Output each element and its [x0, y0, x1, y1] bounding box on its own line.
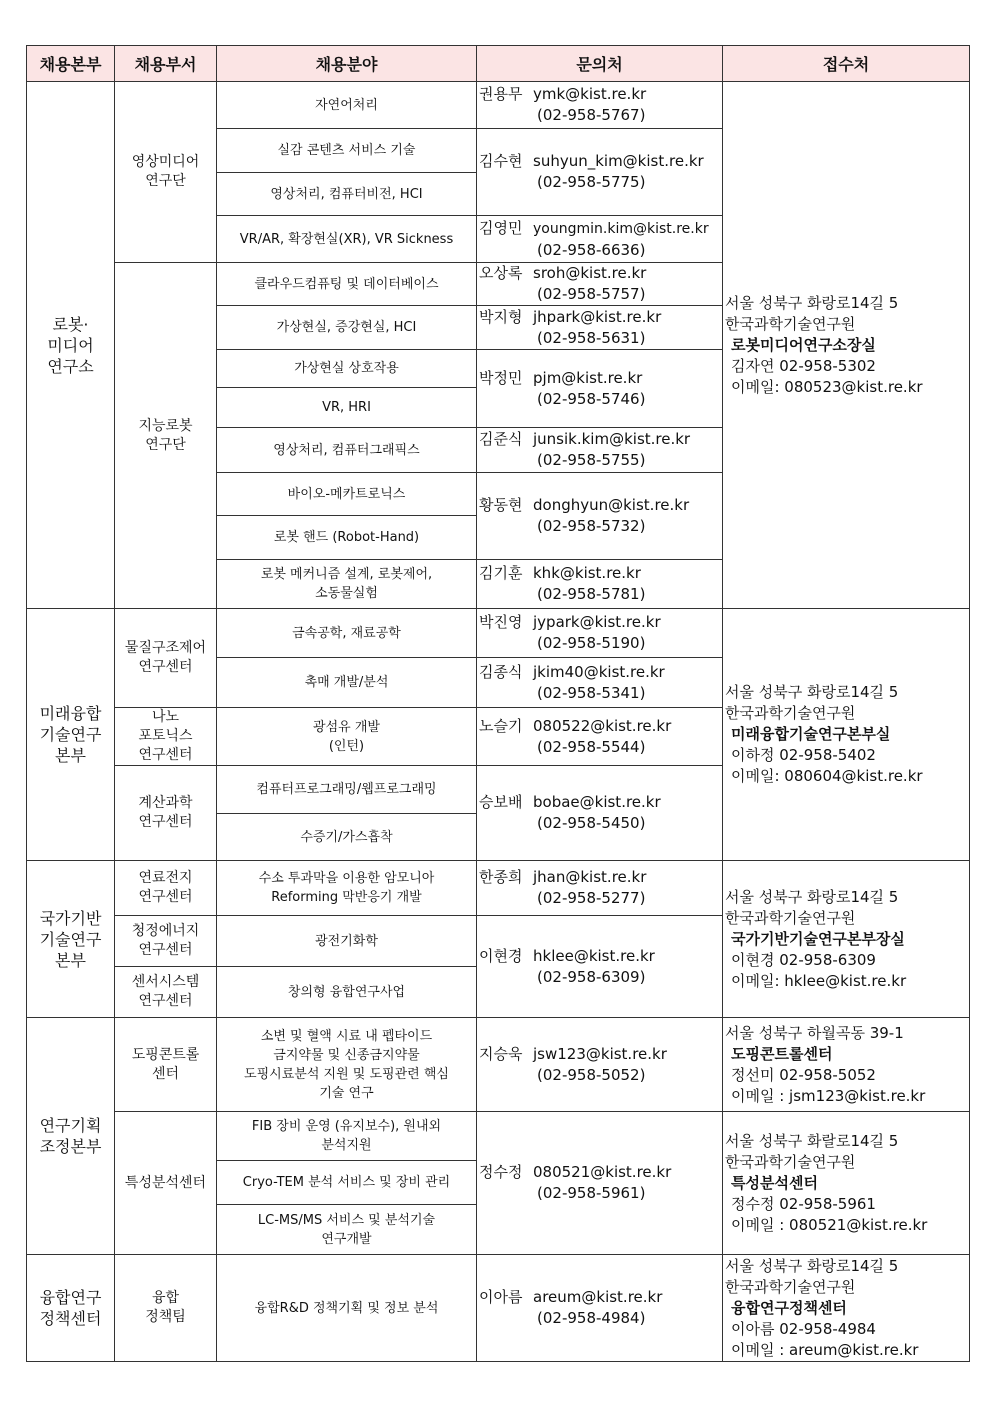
field-cell: 바이오-메카트로닉스	[217, 473, 477, 516]
field-cell: 광섬유 개발 (인턴)	[217, 708, 477, 766]
contact-phone: (02-958-5277)	[537, 889, 646, 907]
office-email[interactable]: 이메일 : areum@kist.re.kr	[731, 1340, 919, 1359]
contact-name: 박정민	[479, 368, 523, 387]
hq-label: 미래융합 기술연구 본부	[39, 704, 102, 765]
office-person: 이아름 02-958-4984	[731, 1319, 876, 1338]
dept-label: 연료전지 연구센터	[138, 870, 193, 905]
field-cell: 수소 투과막을 이용한 암모니아 Reforming 막반응기 개발	[217, 861, 477, 916]
header-contact: 문의처	[477, 46, 723, 82]
office-org: 한국과학기술연구원	[725, 1152, 856, 1171]
contact-email[interactable]: ymk@kist.re.kr	[533, 85, 647, 103]
recruitment-table	[26, 45, 970, 1362]
contact-email[interactable]: youngmin.kim@kist.re.kr	[533, 220, 709, 237]
office-unit: 융합연구정책센터	[731, 1298, 847, 1317]
header-field: 채용분야	[217, 46, 477, 82]
contact-cell	[477, 473, 723, 560]
field-cell: 융합R&D 정책기획 및 정보 분석	[217, 1255, 477, 1362]
contact-phone: (02-958-5450)	[537, 814, 646, 832]
hq-cell	[27, 1018, 115, 1255]
dept-cell	[115, 1255, 217, 1362]
contact-phone: (02-958-5961)	[537, 1184, 646, 1202]
field-cell: 자연어처리	[217, 82, 477, 129]
contact-cell	[477, 658, 723, 708]
contact-cell	[477, 1255, 723, 1362]
table-row	[27, 1255, 970, 1362]
office-person: 이현경 02-958-6309	[731, 950, 876, 969]
contact-cell	[477, 129, 723, 216]
office-cell	[723, 861, 970, 1018]
office-person: 정선미 02-958-5052	[731, 1065, 876, 1084]
contact-cell	[477, 306, 723, 350]
office-email[interactable]: 이메일: 080604@kist.re.kr	[731, 767, 923, 785]
office-person: 김자연 02-958-5302	[731, 356, 876, 375]
office-address: 서울 성북구 화랄로14길 5	[725, 1131, 899, 1150]
office-unit: 국가기반기술연구본부장실	[731, 929, 905, 948]
dept-cell	[115, 967, 217, 1018]
hq-label: 로봇· 미디어 연구소	[47, 314, 94, 376]
contact-email[interactable]: khk@kist.re.kr	[533, 564, 641, 582]
field-cell: 촉매 개발/분석	[217, 658, 477, 708]
contact-cell	[477, 766, 723, 861]
contact-phone: (02-958-5775)	[537, 173, 646, 191]
contact-email[interactable]: jhpark@kist.re.kr	[533, 307, 662, 326]
hq-cell	[27, 1255, 115, 1362]
contact-email[interactable]: 080522@kist.re.kr	[533, 716, 672, 735]
contact-name: 지승욱	[479, 1044, 523, 1063]
dept-cell	[115, 708, 217, 766]
field-cell: 광전기화학	[217, 916, 477, 967]
office-unit: 미래융합기술연구본부실	[731, 725, 891, 743]
dept-label: 청정에너지 연구센터	[131, 923, 200, 958]
dept-label: 물질구조제어 연구센터	[124, 640, 207, 675]
contact-name: 이현경	[479, 946, 523, 965]
contact-phone: (02-958-5544)	[537, 737, 646, 756]
field-cell: 클라우드컴퓨팅 및 데이터베이스	[217, 263, 477, 306]
contact-phone: (02-958-5746)	[537, 389, 646, 408]
field-cell: 컴퓨터프로그래밍/웹프로그래밍	[217, 766, 477, 814]
field-cell: VR, HRI	[217, 388, 477, 428]
contact-email[interactable]: jsw123@kist.re.kr	[533, 1044, 667, 1063]
header-row	[27, 46, 970, 82]
contact-cell	[477, 861, 723, 916]
contact-name: 오상록	[479, 264, 523, 282]
field-cell: LC-MS/MS 서비스 및 분석기술 연구개발	[217, 1205, 477, 1255]
contact-email[interactable]: 080521@kist.re.kr	[533, 1163, 672, 1181]
office-address: 서울 성북구 하월곡동 39-1	[725, 1023, 904, 1042]
contact-name: 박진영	[479, 613, 523, 631]
contact-email[interactable]: areum@kist.re.kr	[533, 1288, 663, 1306]
field-cell: 금속공학, 재료공학	[217, 609, 477, 658]
contact-name: 황동현	[479, 496, 523, 514]
contact-phone: (02-958-6309)	[537, 967, 646, 986]
contact-name: 정수정	[479, 1163, 523, 1181]
office-unit: 로봇미디어연구소장실	[731, 335, 876, 354]
office-address: 서울 성북구 화랑로14길 5	[725, 887, 899, 906]
contact-cell	[477, 560, 723, 609]
contact-phone: (02-958-6636)	[537, 240, 646, 259]
contact-name: 김준식	[479, 430, 523, 448]
hq-label: 국가기반 기술연구 본부	[39, 908, 102, 970]
header-office: 접수처	[723, 46, 970, 82]
office-unit: 특성분석센터	[731, 1173, 818, 1192]
contact-name: 김기훈	[479, 564, 523, 582]
office-email[interactable]: 이메일 : jsm123@kist.re.kr	[731, 1086, 926, 1105]
hq-cell	[27, 609, 115, 861]
office-person: 이하정 02-958-5402	[731, 746, 876, 764]
contact-email[interactable]: jypark@kist.re.kr	[533, 613, 661, 631]
contact-email[interactable]: donghyun@kist.re.kr	[533, 496, 690, 514]
contact-cell	[477, 609, 723, 658]
contact-phone: (02-958-5732)	[537, 517, 646, 535]
table-row	[27, 82, 970, 129]
table-row	[27, 609, 970, 658]
contact-cell	[477, 263, 723, 306]
contact-name: 박지형	[479, 307, 523, 326]
office-org: 한국과학기술연구원	[725, 314, 856, 333]
dept-cell	[115, 861, 217, 916]
hq-label: 융합연구 정책센터	[39, 1288, 102, 1328]
contact-email[interactable]: jkim40@kist.re.kr	[533, 662, 665, 681]
dept-cell	[115, 1018, 217, 1112]
office-unit: 도핑콘트롤센터	[731, 1044, 833, 1063]
dept-cell	[115, 1112, 217, 1255]
office-email[interactable]: 이메일: hklee@kist.re.kr	[731, 971, 907, 990]
office-email[interactable]: 이메일 : 080521@kist.re.kr	[731, 1215, 928, 1234]
contact-name: 노슬기	[479, 716, 523, 735]
contact-cell	[477, 1018, 723, 1112]
contact-cell	[477, 708, 723, 766]
field-cell: 영상처리, 컴퓨터비전, HCI	[217, 173, 477, 216]
hq-label: 연구기획 조정본부	[39, 1116, 102, 1156]
contact-phone: (02-958-5781)	[537, 585, 646, 603]
contact-cell	[477, 350, 723, 428]
office-address: 서울 성북구 화랑로14길 5	[725, 1256, 899, 1275]
hq-cell	[27, 82, 115, 609]
dept-label: 융합 정책팀	[145, 1290, 186, 1325]
dept-label: 특성분석센터	[124, 1174, 207, 1191]
field-cell: VR/AR, 확장현실(XR), VR Sickness	[217, 216, 477, 263]
dept-label: 센서시스템 연구센터	[131, 974, 200, 1009]
contact-email[interactable]: bobae@kist.re.kr	[533, 793, 661, 811]
contact-cell	[477, 216, 723, 263]
office-address: 서울 성북구 화랑로14길 5	[725, 683, 899, 701]
dept-label: 도핑콘트롤 센터	[131, 1046, 200, 1082]
contact-email[interactable]: sroh@kist.re.kr	[533, 264, 647, 282]
contact-name: 이아름	[479, 1288, 523, 1306]
contact-phone: (02-958-5767)	[537, 106, 646, 124]
contact-name: 김종식	[479, 662, 523, 681]
office-cell	[723, 82, 970, 609]
field-cell: 영상처리, 컴퓨터그래픽스	[217, 428, 477, 473]
contact-phone: (02-958-5190)	[537, 634, 646, 652]
contact-phone: (02-958-5631)	[537, 328, 646, 347]
dept-cell	[115, 263, 217, 609]
contact-name: 권용무	[479, 85, 523, 103]
contact-phone: (02-958-4984)	[537, 1309, 646, 1327]
header-dept: 채용부서	[115, 46, 217, 82]
table-row	[27, 1112, 970, 1161]
contact-cell	[477, 1112, 723, 1255]
dept-cell	[115, 82, 217, 263]
office-person: 정수정 02-958-5961	[731, 1194, 876, 1213]
contact-email[interactable]: hklee@kist.re.kr	[533, 946, 655, 965]
office-cell	[723, 609, 970, 861]
field-cell: 가상현실, 증강현실, HCI	[217, 306, 477, 350]
table-row	[27, 1018, 970, 1112]
dept-label: 나노 포토닉스 연구센터	[138, 709, 193, 763]
header-hq: 채용본부	[27, 46, 115, 82]
field-cell: 소변 및 혈액 시료 내 펩타이드 금지약물 및 신종금지약물 도핑시료분석 지원 및 도핑관련 핵심 기술 연구	[217, 1018, 477, 1112]
dept-label: 지능로봇 연구단	[138, 417, 193, 453]
field-cell: 로봇 메커니즘 설계, 로봇제어, 소동물실험	[217, 560, 477, 609]
office-cell	[723, 1255, 970, 1362]
field-cell: 가상현실 상호작용	[217, 350, 477, 388]
contact-name: 승보배	[479, 793, 523, 811]
contact-email[interactable]: pjm@kist.re.kr	[533, 368, 643, 387]
field-cell: 창의형 융합연구사업	[217, 967, 477, 1018]
office-org: 한국과학기술연구원	[725, 1277, 856, 1296]
dept-cell	[115, 766, 217, 861]
contact-cell	[477, 916, 723, 1018]
dept-label: 계산과학 연구센터	[138, 795, 193, 830]
office-org: 한국과학기술연구원	[725, 908, 856, 927]
hq-cell	[27, 861, 115, 1018]
field-cell: 실감 콘텐츠 서비스 기술	[217, 129, 477, 173]
office-address: 서울 성북구 화랑로14길 5	[725, 293, 899, 312]
contact-phone: (02-958-5757)	[537, 285, 646, 303]
contact-cell	[477, 82, 723, 129]
dept-label: 영상미디어 연구단	[131, 154, 200, 189]
table-row	[27, 861, 970, 916]
contact-email[interactable]: jhan@kist.re.kr	[533, 868, 647, 886]
office-org: 한국과학기술연구원	[725, 704, 856, 722]
contact-email[interactable]: junsik.kim@kist.re.kr	[533, 430, 691, 448]
field-cell: 수증기/가스흡착	[217, 814, 477, 861]
contact-phone: (02-958-5755)	[537, 451, 646, 469]
contact-phone: (02-958-5341)	[537, 683, 646, 702]
office-cell	[723, 1112, 970, 1255]
contact-email[interactable]: suhyun_kim@kist.re.kr	[533, 152, 704, 170]
field-cell: Cryo-TEM 분석 서비스 및 장비 관리	[217, 1161, 477, 1205]
contact-phone: (02-958-5052)	[537, 1065, 646, 1084]
field-cell: 로봇 핸드 (Robot-Hand)	[217, 516, 477, 560]
field-cell: FIB 장비 운영 (유지보수), 원내외 분석지원	[217, 1112, 477, 1161]
office-cell	[723, 1018, 970, 1112]
contact-name: 한종희	[479, 868, 523, 886]
dept-cell	[115, 916, 217, 967]
contact-name: 김영민	[479, 218, 523, 237]
contact-name: 김수현	[479, 152, 523, 170]
office-email[interactable]: 이메일: 080523@kist.re.kr	[731, 377, 923, 396]
dept-cell	[115, 609, 217, 708]
contact-cell	[477, 428, 723, 473]
